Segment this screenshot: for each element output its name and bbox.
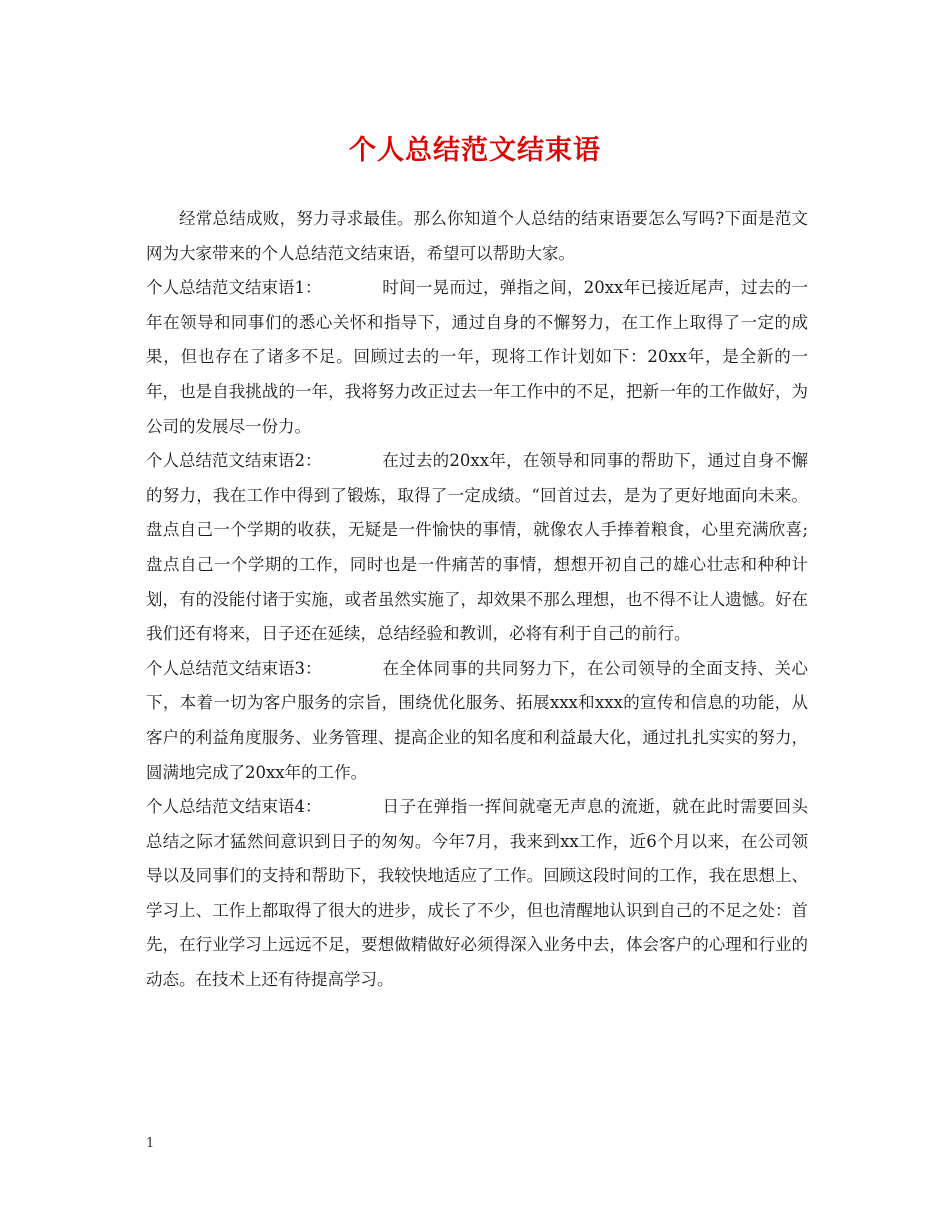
section-2-text: 在过去的20xx年，在领导和同事的帮助下，通过自身不懈的努力，我在工作中得到了锻炼，取得了一定成绩。“回首过去，是为了更好地面向未来。盘点自己一个学期的收获，无疑是一件愉快的事情，就像农人手捧着粮食，心里充满欣喜;盘点自己一个学期的工作，同时也是一件痛苦的事情，想想开初自己的雄心壮志和种种计划，有的没能付诸于实施，或者虽然实施了，却效果不那么理想，也不得不让人遗憾。好在我们还有将来，日子还在延续，总结经验和教训，必将有利于自己的前行。 — [146, 451, 808, 644]
section-4-label: 个人总结范文结束语4： — [146, 797, 322, 817]
section-2-label: 个人总结范文结束语2： — [146, 451, 322, 471]
section-3-paragraph — [146, 652, 808, 790]
section-1-label: 个人总结范文结束语1： — [146, 278, 322, 298]
section-1-text: 时间一晃而过，弹指之间，20xx年已接近尾声，过去的一年在领导和同事们的悉心关怀和指导下，通过自身的不懈努力，在工作上取得了一定的成果，但也存在了诸多不足。回顾过去的一年，现将工作计划如下：20xx年，是全新的一年，也是自我挑战的一年，我将努力改正过去一年工作中的不足，把新一年的工作做好，为公司的发展尽一份力。 — [146, 278, 808, 436]
section-4-text: 日子在弹指一挥间就毫无声息的流逝，就在此时需要回头总结之际才猛然间意识到日子的匆匆。今年7月，我来到xx工作，近6个月以来，在公司领导以及同事们的支持和帮助下，我较快地适应了工作。回顾这段时间的工作，我在思想上、学习上、工作上都取得了很大的进步，成长了不少，但也清醒地认识到自己的不足之处：首先，在行业学习上远远不足，要想做精做好必须得深入业务中去，体会客户的心理和行业的动态。在技术上还有待提高学习。 — [146, 797, 808, 990]
document-body — [146, 202, 808, 998]
page-number: 1 — [146, 1136, 155, 1151]
section-1-paragraph — [146, 271, 808, 444]
document-title: 个人总结范文结束语 — [349, 135, 601, 166]
section-3-text: 在全体同事的共同努力下，在公司领导的全面支持、关心下，本着一切为客户服务的宗旨，围绕优化服务、拓展xxx和xxx的宣传和信息的功能，从客户的利益角度服务、业务管理、提高企业的知名度和利益最大化，通过扎扎实实的努力，圆满地完成了20xx年的工作。 — [146, 658, 808, 782]
section-2-paragraph — [146, 444, 808, 652]
intro-paragraph: 经常总结成败，努力寻求最佳。那么你知道个人总结的结束语要怎么写吗?下面是范文网为大家带来的个人总结范文结束语，希望可以帮助大家。 — [146, 209, 808, 263]
section-3-label: 个人总结范文结束语3： — [146, 658, 322, 678]
section-4-paragraph — [146, 790, 808, 998]
